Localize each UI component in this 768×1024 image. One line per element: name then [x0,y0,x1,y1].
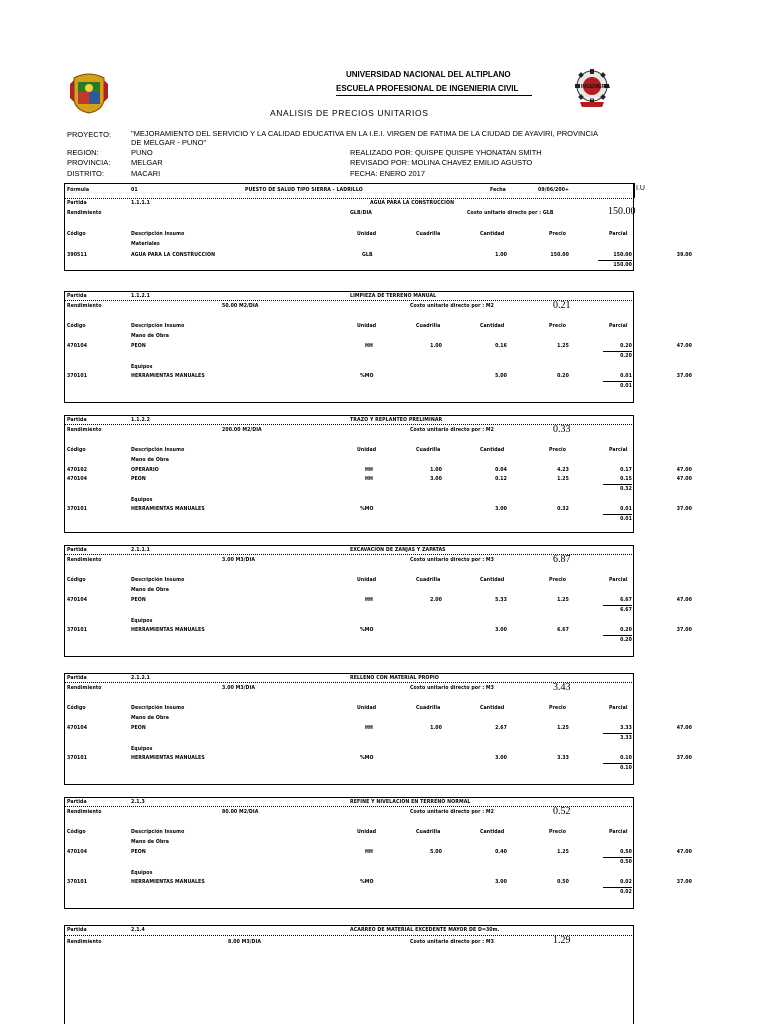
formula-description: PUESTO DE SALUD TIPO SIERRA - LADRILLO [245,187,363,193]
partida-name: REFINE Y NIVELACION EN TERRENO NORMAL [350,799,471,805]
table-row-parcial: 0.20 [620,343,632,349]
costo-unitario-value: 0.33 [553,424,571,435]
table-row-unit: %MO [360,879,374,885]
table-row-parcial: 0.20 [620,627,632,633]
group-equipos: Equipos [131,497,153,503]
group-mano-de-obra: Mano de Obra [131,333,170,339]
col-parcial: Parcial [609,231,628,237]
logo-text-civil: CIVIL [586,96,598,101]
partida-code: 1.1.1.1 [131,200,151,206]
table-row-description: HERRAMIENTAS MANUALES [131,373,205,379]
partida-code: 1.1.2.2 [131,417,151,423]
last-rendimiento-value: 8.00 M3/DIA [228,939,262,945]
col-descripcion: Descripción Insumo [131,447,185,453]
col-unidad: Unidad [357,447,377,453]
region-value: PUNO [131,148,153,157]
group-mano-de-obra: Mano de Obra [131,839,170,845]
table-row-description: PEON [131,343,146,349]
iu-label: I.U [636,185,645,192]
col-cuadrilla: Cuadrilla [416,323,441,329]
col-unidad: Unidad [357,705,377,711]
subtotal-rule [603,733,632,734]
costo-unitario-label: Costo unitario directo por : M2 [410,427,495,433]
col-parcial: Parcial [609,705,628,711]
rendimiento-label: Rendimiento [67,809,102,815]
table-row-unit: HH [365,476,374,482]
subtotal-rule [603,605,632,606]
group-materiales: Materiales [131,241,160,247]
table-row-unit: %MO [360,755,374,761]
document-title: ANALISIS DE PRECIOS UNITARIOS [270,108,429,118]
table-row-parcial: 0.15 [620,476,632,482]
table-row-iu: 47.00 [676,467,692,473]
partida-label: Partida [67,200,87,206]
group-equipos: Equipos [131,618,153,624]
table-row-precio: 1.25 [557,597,569,603]
table-row-code: 470104 [67,849,88,855]
table-row-cantidad: 3.00 [495,627,507,633]
table-row-iu: 47.00 [676,597,692,603]
table-row-description: PEON [131,597,146,603]
proyecto-label: PROYECTO: [67,130,112,139]
partida-code: 2.1.3 [131,799,145,805]
costo-unitario-value: 3.43 [553,682,571,693]
proyecto-value-line2: DE MELGAR - PUNO" [131,138,207,147]
col-codigo: Código [67,705,86,711]
col-descripcion: Descripción Insumo [131,323,185,329]
table-row-code: 370101 [67,879,88,885]
col-cuadrilla: Cuadrilla [416,231,441,237]
table-row-cantidad: 0.04 [495,467,507,473]
col-cuadrilla: Cuadrilla [416,577,441,583]
table-row-cuadrilla: 2.00 [430,597,442,603]
table-row-cantidad: 5.33 [495,597,507,603]
costo-unitario-label: Costo unitario directo por : GLB [467,210,554,216]
header-underline [336,95,532,96]
partida-block-last [64,925,634,1024]
col-unidad: Unidad [357,577,377,583]
rendimiento-label: Rendimiento [67,303,102,309]
group-mano-de-obra: Mano de Obra [131,715,170,721]
col-parcial: Parcial [609,447,628,453]
rendimiento-value: 3.00 M3/DIA [222,685,256,691]
table-row-parcial: 6.67 [620,597,632,603]
col-cuadrilla: Cuadrilla [416,447,441,453]
costo-unitario-label: Costo unitario directo por : M3 [410,685,495,691]
distrito-value: MACARI [131,169,161,178]
table-row-cantidad: 3.00 [495,506,507,512]
region-label: REGION: [67,148,99,157]
rendimiento-label: Rendimiento [67,685,102,691]
partida-code: 2.1.2.1 [131,675,151,681]
col-cantidad: Cantidad [480,447,505,453]
formula-value: 01 [131,187,138,193]
subtotal-rule [603,857,632,858]
last-partida-code: 2.1.4 [131,927,145,933]
rendimiento-value: 50.00 M2/DIA [222,303,259,309]
table-row-unit: HH [365,597,374,603]
table-row-code: 370101 [67,627,88,633]
group-mano-de-obra: Mano de Obra [131,457,170,463]
provincia-value: MELGAR [131,158,163,167]
costo-unitario-value: 0.52 [553,806,571,817]
subtotal-rule [603,887,632,888]
partida-name: LIMPIEZA DE TERRENO MANUAL [350,293,437,299]
group-mano-de-obra: Mano de Obra [131,587,170,593]
table-row-description: PEON [131,849,146,855]
table-row-description: HERRAMIENTAS MANUALES [131,879,205,885]
subtotal-rule [603,381,632,382]
col-cantidad: Cantidad [480,577,505,583]
row-parcial: 150.00 [613,252,632,258]
table-row-description: PEON [131,725,146,731]
table-row-cuadrilla: 3.00 [430,476,442,482]
col-cuadrilla: Cuadrilla [416,829,441,835]
col-cantidad: Cantidad [480,231,505,237]
table-row-code: 470104 [67,476,88,482]
col-cantidad: Cantidad [480,323,505,329]
formula-label: Fórmula [67,187,90,193]
row-iu: 39.00 [676,252,692,258]
subtotal-rule [603,635,632,636]
col-codigo: Código [67,829,86,835]
table-row-parcial: 0.02 [620,879,632,885]
col-precio: Precio [549,447,567,453]
rendimiento-label: Rendimiento [67,557,102,563]
last-partida-name: ACARREO DE MATERIAL EXCEDENTE MAYOR DE D=30m. [350,927,500,933]
subtotal-rule [603,514,632,515]
subtotal-mano-de-obra: 0.50 [620,859,632,865]
table-row-precio: 0.50 [557,879,569,885]
partida-code: 2.1.1.1 [131,547,151,553]
costo-unitario-label: Costo unitario directo por : M3 [410,557,495,563]
table-row-precio: 3.33 [557,755,569,761]
table-row-parcial: 0.01 [620,506,632,512]
rendimiento-value: 80.00 M2/DIA [222,809,259,815]
partida-name: AGUA PARA LA CONSTRUCCION [370,200,455,206]
table-row-description: PEON [131,476,146,482]
table-row-precio: 1.25 [557,849,569,855]
col-descripcion: Descripción Insumo [131,829,185,835]
rendimiento-value: 3.00 M3/DIA [222,557,256,563]
partida-label: Partida [67,417,87,423]
table-row-cantidad: 0.12 [495,476,507,482]
costo-unitario-value: 6.87 [553,554,571,565]
partida-label: Partida [67,675,87,681]
col-parcial: Parcial [609,323,628,329]
table-row-iu: 37.00 [676,879,692,885]
last-partida-label: Partida [67,927,87,933]
col-unidad: Unidad [357,231,377,237]
subtotal-rule [603,351,632,352]
col-cuadrilla: Cuadrilla [416,705,441,711]
fecha-documento: FECHA: ENERO 2017 [350,169,426,178]
table-row-precio: 1.25 [557,476,569,482]
row-description: AGUA PARA LA CONSTRUCCION [131,252,216,258]
group-equipos: Equipos [131,870,153,876]
table-row-parcial: 0.10 [620,755,632,761]
table-row-cantidad: 5.00 [495,373,507,379]
col-parcial: Parcial [609,829,628,835]
table-row-iu: 37.00 [676,506,692,512]
table-row-cantidad: 0.16 [495,343,507,349]
last-costo-value: 1.29 [553,935,571,946]
rendimiento-value: 200.00 M2/DIA [222,427,262,433]
col-descripcion: Descripción Insumo [131,705,185,711]
table-row-code: 470104 [67,597,88,603]
logo-text-ingenieria: INGENIERIA [581,84,611,90]
table-row-code: 470104 [67,343,88,349]
partida-name: EXCAVACION DE ZANJAS Y ZAPATAS [350,547,446,553]
table-row-cuadrilla: 1.00 [430,343,442,349]
realizado-por: REALIZADO POR: QUISPE QUISPE YHONATAN SMITH [350,148,542,157]
table-row-unit: %MO [360,627,374,633]
col-cantidad: Cantidad [480,705,505,711]
table-row-description: HERRAMIENTAS MANUALES [131,755,205,761]
table-row-code: 370101 [67,755,88,761]
table-row-precio: 1.25 [557,343,569,349]
partida-divider [64,554,634,555]
costo-unitario-label: Costo unitario directo por : M2 [410,809,495,815]
col-codigo: Código [67,231,86,237]
table-row-precio: 0.32 [557,506,569,512]
subtotal-rule [603,484,632,485]
col-precio: Precio [549,829,567,835]
partida-name: RELLENO CON MATERIAL PROPIO [350,675,439,681]
subtotal-materiales: 150.00 [613,262,632,268]
table-row-code: 370101 [67,373,88,379]
partida-divider [64,806,634,807]
col-unidad: Unidad [357,323,377,329]
costo-unitario-value: 150.00 [608,206,636,217]
partida-divider [64,424,634,425]
partida-label: Partida [67,547,87,553]
table-row-precio: 1.25 [557,725,569,731]
table-row-precio: 6.67 [557,627,569,633]
table-row-unit: HH [365,343,374,349]
table-row-parcial: 0.50 [620,849,632,855]
row-cantidad: 1.00 [495,252,507,258]
table-row-cuadrilla: 1.00 [430,725,442,731]
provincia-label: PROVINCIA: [67,158,111,167]
table-row-code: 370101 [67,506,88,512]
partida-name: TRAZO Y REPLANTEO PRELIMINAR [350,417,443,423]
subtotal-equipos: 0.01 [620,383,632,389]
subtotal-equipos: 0.02 [620,889,632,895]
group-equipos: Equipos [131,364,153,370]
rendimiento-label: Rendimiento [67,427,102,433]
proyecto-value-line1: "MEJORAMIENTO DEL SERVICIO Y LA CALIDAD EDUCATIVA EN LA I.E.I. VIRGEN DE FATIMA DE LA CIUDAD DE AYAVIRI, PROVINCIA [131,129,598,138]
table-row-iu: 37.00 [676,627,692,633]
table-row-iu: 37.00 [676,373,692,379]
table-row-precio: 4.23 [557,467,569,473]
last-rendimiento-label: Rendimiento [67,939,102,945]
table-row-code: 470102 [67,467,88,473]
subtotal-equipos: 0.10 [620,765,632,771]
partida-block [64,415,634,533]
table-row-precio: 0.20 [557,373,569,379]
subtotal-mano-de-obra: 6.67 [620,607,632,613]
table-row-cuadrilla: 5.00 [430,849,442,855]
col-precio: Precio [549,231,567,237]
costo-unitario-value: 0.21 [553,300,571,311]
fecha-value: 09/06/200+ [538,187,570,193]
col-codigo: Código [67,323,86,329]
col-codigo: Código [67,447,86,453]
table-row-unit: HH [365,849,374,855]
col-unidad: Unidad [357,829,377,835]
escudo-puno-logo [68,72,110,114]
distrito-label: DISTRITO: [67,169,104,178]
subtotal-rule [603,763,632,764]
table-row-description: OPERARIO [131,467,159,473]
table-row-unit: %MO [360,506,374,512]
table-row-unit: HH [365,467,374,473]
school-name: ESCUELA PROFESIONAL DE INGENIERIA CIVIL [336,84,519,93]
group-equipos: Equipos [131,746,153,752]
table-row-code: 470104 [67,725,88,731]
table-row-cuadrilla: 1.00 [430,467,442,473]
table-row-unit: HH [365,725,374,731]
university-name: UNIVERSIDAD NACIONAL DEL ALTIPLANO [346,70,511,79]
row-code: 390511 [67,252,88,258]
partida-label: Partida [67,799,87,805]
fecha-label: Fecha [490,187,506,193]
table-row-description: HERRAMIENTAS MANUALES [131,627,205,633]
col-codigo: Código [67,577,86,583]
table-row-iu: 47.00 [676,849,692,855]
table-row-description: HERRAMIENTAS MANUALES [131,506,205,512]
col-precio: Precio [549,577,567,583]
partida-code: 1.1.2.1 [131,293,151,299]
partida-label: Partida [67,293,87,299]
subtotal-equipos: 0.01 [620,516,632,522]
table-row-cantidad: 0.40 [495,849,507,855]
partida-divider [64,682,634,683]
table-row-parcial: 0.17 [620,467,632,473]
col-precio: Precio [549,705,567,711]
col-descripcion: Descripción Insumo [131,231,185,237]
subtotal-mano-de-obra: 0.20 [620,353,632,359]
table-row-parcial: 3.33 [620,725,632,731]
ingenieria-civil-logo [568,68,616,108]
col-parcial: Parcial [609,577,628,583]
col-descripcion: Descripción Insumo [131,577,185,583]
revisado-por: REVISADO POR: MOLINA CHAVEZ EMILIO AGUSTO [350,158,533,167]
subtotal-equipos: 0.20 [620,637,632,643]
rendimiento-label: Rendimiento [67,210,102,216]
table-row-cantidad: 3.00 [495,755,507,761]
rendimiento-unit: GLB/DIA [350,210,372,216]
table-row-iu: 37.00 [676,755,692,761]
table-row-cantidad: 2.67 [495,725,507,731]
partida-divider [64,300,634,301]
table-row-parcial: 0.01 [620,373,632,379]
costo-unitario-label: Costo unitario directo por : M2 [410,303,495,309]
table-row-iu: 47.00 [676,343,692,349]
row-precio: 150.00 [550,252,569,258]
subtotal-mano-de-obra: 0.32 [620,486,632,492]
col-precio: Precio [549,323,567,329]
table-row-cantidad: 3.00 [495,879,507,885]
last-costo-label: Costo unitario directo por : M3 [410,939,495,945]
col-cantidad: Cantidad [480,829,505,835]
table-row-iu: 47.00 [676,476,692,482]
subtotal-mano-de-obra: 3.33 [620,735,632,741]
row-unit: GLB [362,252,373,258]
table-row-unit: %MO [360,373,374,379]
table-row-iu: 47.00 [676,725,692,731]
